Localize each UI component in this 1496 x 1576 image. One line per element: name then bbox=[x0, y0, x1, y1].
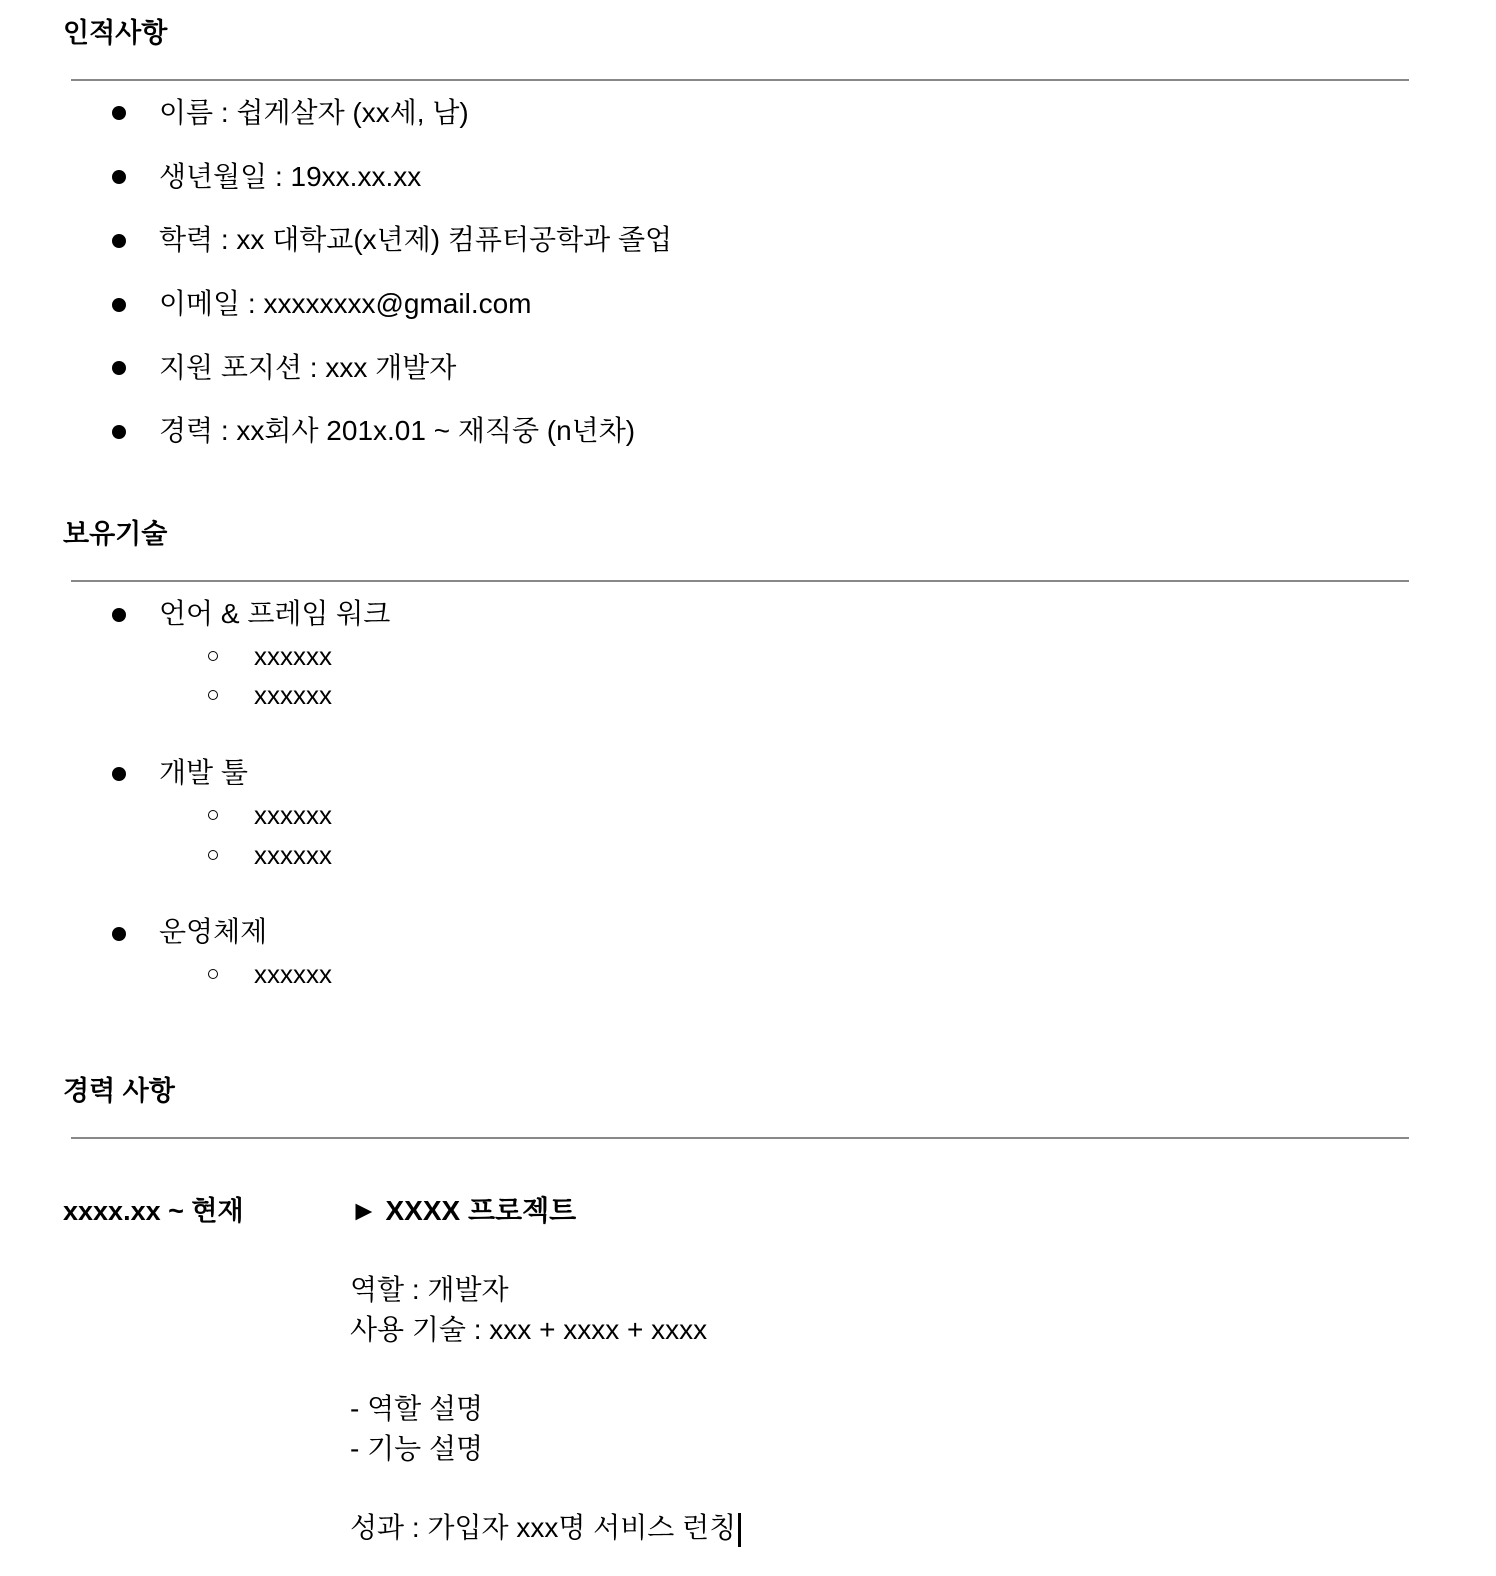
bullet-icon bbox=[112, 234, 126, 248]
personal-item-education: 학력 : xx 대학교(x년제) 컴퓨터공학과 졸업 bbox=[159, 224, 673, 255]
circle-bullet-icon bbox=[208, 810, 218, 820]
project-tech: 사용 기술 : xxx + xxxx + xxxx bbox=[350, 1314, 708, 1345]
personal-item-position: 지원 포지션 : xxx 개발자 bbox=[159, 352, 457, 383]
skills-item: xxxxxx bbox=[254, 680, 332, 710]
bullet-icon bbox=[112, 298, 126, 312]
skills-group-label: 운영체제 bbox=[159, 916, 268, 947]
bullet-icon bbox=[112, 608, 126, 622]
project-desc-feature: - 기능 설명 bbox=[350, 1433, 484, 1464]
bullet-icon bbox=[112, 106, 126, 120]
circle-bullet-icon bbox=[208, 690, 218, 700]
skills-group-label: 개발 툴 bbox=[159, 757, 248, 788]
skills-group-label: 언어 & 프레임 워크 bbox=[159, 598, 391, 629]
section-title-career: 경력 사항 bbox=[63, 1076, 175, 1106]
personal-item-email: 이메일 : xxxxxxxx@gmail.com bbox=[159, 288, 532, 319]
career-period: xxxx.xx ~ 현재 bbox=[63, 1196, 244, 1226]
bullet-icon bbox=[112, 767, 126, 781]
text-cursor bbox=[738, 1513, 741, 1547]
section-divider bbox=[71, 580, 1409, 582]
section-divider bbox=[71, 79, 1409, 81]
skills-item: xxxxxx bbox=[254, 641, 332, 671]
section-title-personal: 인적사항 bbox=[63, 18, 168, 48]
skills-item: xxxxxx bbox=[254, 840, 332, 870]
section-title-skills: 보유기술 bbox=[63, 519, 168, 549]
personal-item-career: 경력 : xx회사 201x.01 ~ 재직중 (n년차) bbox=[159, 415, 636, 446]
skills-item: xxxxxx bbox=[254, 800, 332, 830]
bullet-icon bbox=[112, 361, 126, 375]
project-desc-role: - 역할 설명 bbox=[350, 1393, 484, 1424]
personal-item-name: 이름 : 쉽게살자 (xx세, 남) bbox=[159, 97, 469, 128]
project-title: ► XXXX 프로젝트 bbox=[350, 1195, 577, 1226]
bullet-icon bbox=[112, 927, 126, 941]
bullet-icon bbox=[112, 170, 126, 184]
project-result-line[interactable] bbox=[350, 1511, 741, 1547]
circle-bullet-icon bbox=[208, 969, 218, 979]
circle-bullet-icon bbox=[208, 850, 218, 860]
project-result: 성과 : 가입자 xxx명 서비스 런칭 bbox=[350, 1512, 737, 1543]
personal-item-birth: 생년월일 : 19xx.xx.xx bbox=[159, 161, 422, 192]
circle-bullet-icon bbox=[208, 651, 218, 661]
project-role: 역할 : 개발자 bbox=[350, 1274, 509, 1305]
bullet-icon bbox=[112, 425, 126, 439]
skills-item: xxxxxx bbox=[254, 959, 332, 989]
section-divider bbox=[71, 1137, 1409, 1139]
